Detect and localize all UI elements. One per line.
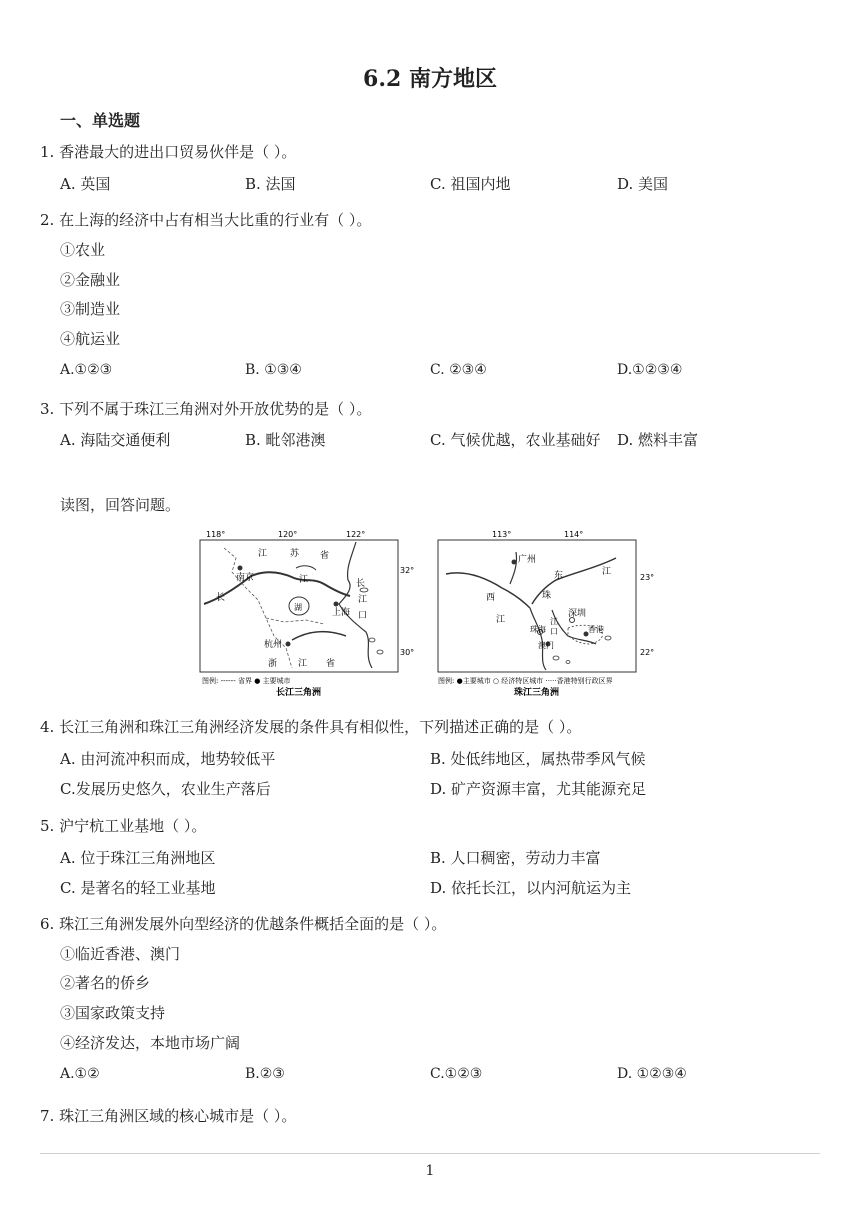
q3-option-d[interactable]: D. 燃料丰富 [617,431,699,449]
q1-option-a[interactable]: A. 英国 [60,175,111,193]
right-lat-23: 23° [640,573,655,582]
left-label-kou: 口 [358,611,368,621]
left-label-su: 苏 [290,549,300,559]
q6-option-a[interactable]: A.①② [60,1066,100,1082]
q1-option-b[interactable]: B. 法国 [245,175,296,193]
q3-option-b[interactable]: B. 毗邻港澳 [245,431,326,449]
q5-option-c[interactable]: C. 是著名的轻工业基地 [60,879,216,897]
section-heading: 一、单选题 [60,111,141,130]
right-label-dong: 东 [554,571,564,581]
right-label-xi: 西 [486,593,496,603]
q3-option-a[interactable]: A. 海陆交通便利 [60,431,171,449]
right-label-zhu: 珠 [542,591,552,601]
right-map-legend: 图例: ●主要城市 ○ 经济特区城市 ·····香港特别行政区界 [438,677,613,685]
left-label-chang: 长 [356,579,366,589]
left-lon-122: 122° [346,530,366,539]
left-lat-32: 32° [400,566,415,575]
q2-option-a[interactable]: A.①②③ [60,362,113,378]
page-title: 6.2 南方地区 [363,66,497,92]
q2-item-2: ②金融业 [60,271,121,289]
q4-option-c[interactable]: C.发展历史悠久，农业生产落后 [60,780,271,798]
q6-option-d[interactable]: D. ①②③④ [617,1066,687,1082]
left-lat-30: 30° [400,648,415,657]
left-label-shanghai: 上海 [332,608,351,618]
right-lon-114: 114° [564,530,584,539]
q2-option-c[interactable]: C. ②③④ [430,362,487,378]
q6-item-2: ②著名的侨乡 [60,974,151,992]
q1-option-d[interactable]: D. 美国 [617,175,669,193]
left-label-sheng-2: 省 [326,659,336,669]
q5-option-d[interactable]: D. 依托长江，以内河航运为主 [430,879,632,897]
q6-item-3: ③国家政策支持 [60,1004,166,1022]
q5-option-b[interactable]: B. 人口稠密，劳动力丰富 [430,849,601,867]
right-label-jiang-2: 江 [496,615,506,625]
q3-option-c[interactable]: C. 气候优越，农业基础好 [430,431,601,449]
right-label-kou: 口 [550,627,558,636]
right-label-zhuhai: 珠海 [530,625,546,634]
left-lon-120: 120° [278,530,298,539]
delta-maps-figure [196,528,666,698]
left-label-zhe: 浙 [268,659,278,669]
left-label-hu: 湖 [294,603,302,612]
left-label-jiang-2: 江 [299,575,309,585]
right-label-aomen: 澳门 [538,641,554,650]
right-label-shenzhen: 深圳 [568,609,587,619]
q6-item-4: ④经济发达，本地市场广阔 [60,1034,241,1052]
left-map-legend: 图例: ------ 省界 ● 主要城市 [202,677,291,685]
question-7-stem: 7. 珠江三角洲区域的核心城市是（ ）。 [40,1107,297,1125]
q1-option-c[interactable]: C. 祖国内地 [430,175,511,193]
left-label-sheng: 省 [320,551,330,561]
left-label-hangzhou: 杭州 [264,640,283,650]
q6-item-1: ①临近香港、澳门 [60,945,181,963]
right-lat-22: 22° [640,648,655,657]
q2-item-4: ④航运业 [60,330,121,348]
q6-option-b[interactable]: B.②③ [245,1066,285,1082]
read-map-prompt: 读图，回答问题。 [60,496,181,514]
question-6-stem: 6. 珠江三角洲发展外向型经济的优越条件概括全面的是（ ）。 [40,915,447,933]
left-map-caption: 长江三角洲 [276,688,322,698]
right-label-jiang: 江 [602,567,612,577]
left-label-jiang: 江 [258,549,268,559]
q2-option-d[interactable]: D.①②③④ [617,362,683,378]
right-label-guangzhou: 广州 [518,555,537,565]
q5-option-a[interactable]: A. 位于珠江三角洲地区 [60,849,216,867]
right-label-jiang-3: 江 [550,617,558,626]
page-number: 1 [425,1163,435,1179]
question-4-stem: 4. 长江三角洲和珠江三角洲经济发展的条件具有相似性，下列描述正确的是（ ）。 [40,718,582,736]
yangtze-delta-map [200,530,414,698]
pearl-river-delta-map [438,530,654,698]
question-3-stem: 3. 下列不属于珠江三角洲对外开放优势的是（ ）。 [40,400,372,418]
q4-option-a[interactable]: A. 由河流冲积而成，地势较低平 [60,750,276,768]
q6-option-c[interactable]: C.①②③ [430,1066,483,1082]
q4-option-b[interactable]: B. 处低纬地区，属热带季风气候 [430,750,646,768]
question-1-stem: 1. 香港最大的进出口贸易伙伴是（ ）。 [40,143,297,161]
question-5-stem: 5. 沪宁杭工业基地（ ）。 [40,817,207,835]
q2-item-1: ①农业 [60,241,106,259]
right-map-caption: 珠江三角洲 [514,688,560,698]
footer-divider [40,1153,820,1154]
left-label-jiang-4: 江 [298,659,308,669]
left-label-nanjing: 南京 [236,573,255,583]
q2-option-b[interactable]: B. ①③④ [245,362,302,378]
left-label-chang-2: 长 [216,593,226,603]
q4-option-d[interactable]: D. 矿产资源丰富，尤其能源充足 [430,780,647,798]
right-lon-113: 113° [492,530,512,539]
left-lon-118: 118° [206,530,226,539]
question-2-stem: 2. 在上海的经济中占有相当大比重的行业有（ ）。 [40,211,372,229]
q2-item-3: ③制造业 [60,300,121,318]
right-label-xianggang: 香港 [588,625,604,634]
left-label-jiang-3: 江 [358,595,368,605]
